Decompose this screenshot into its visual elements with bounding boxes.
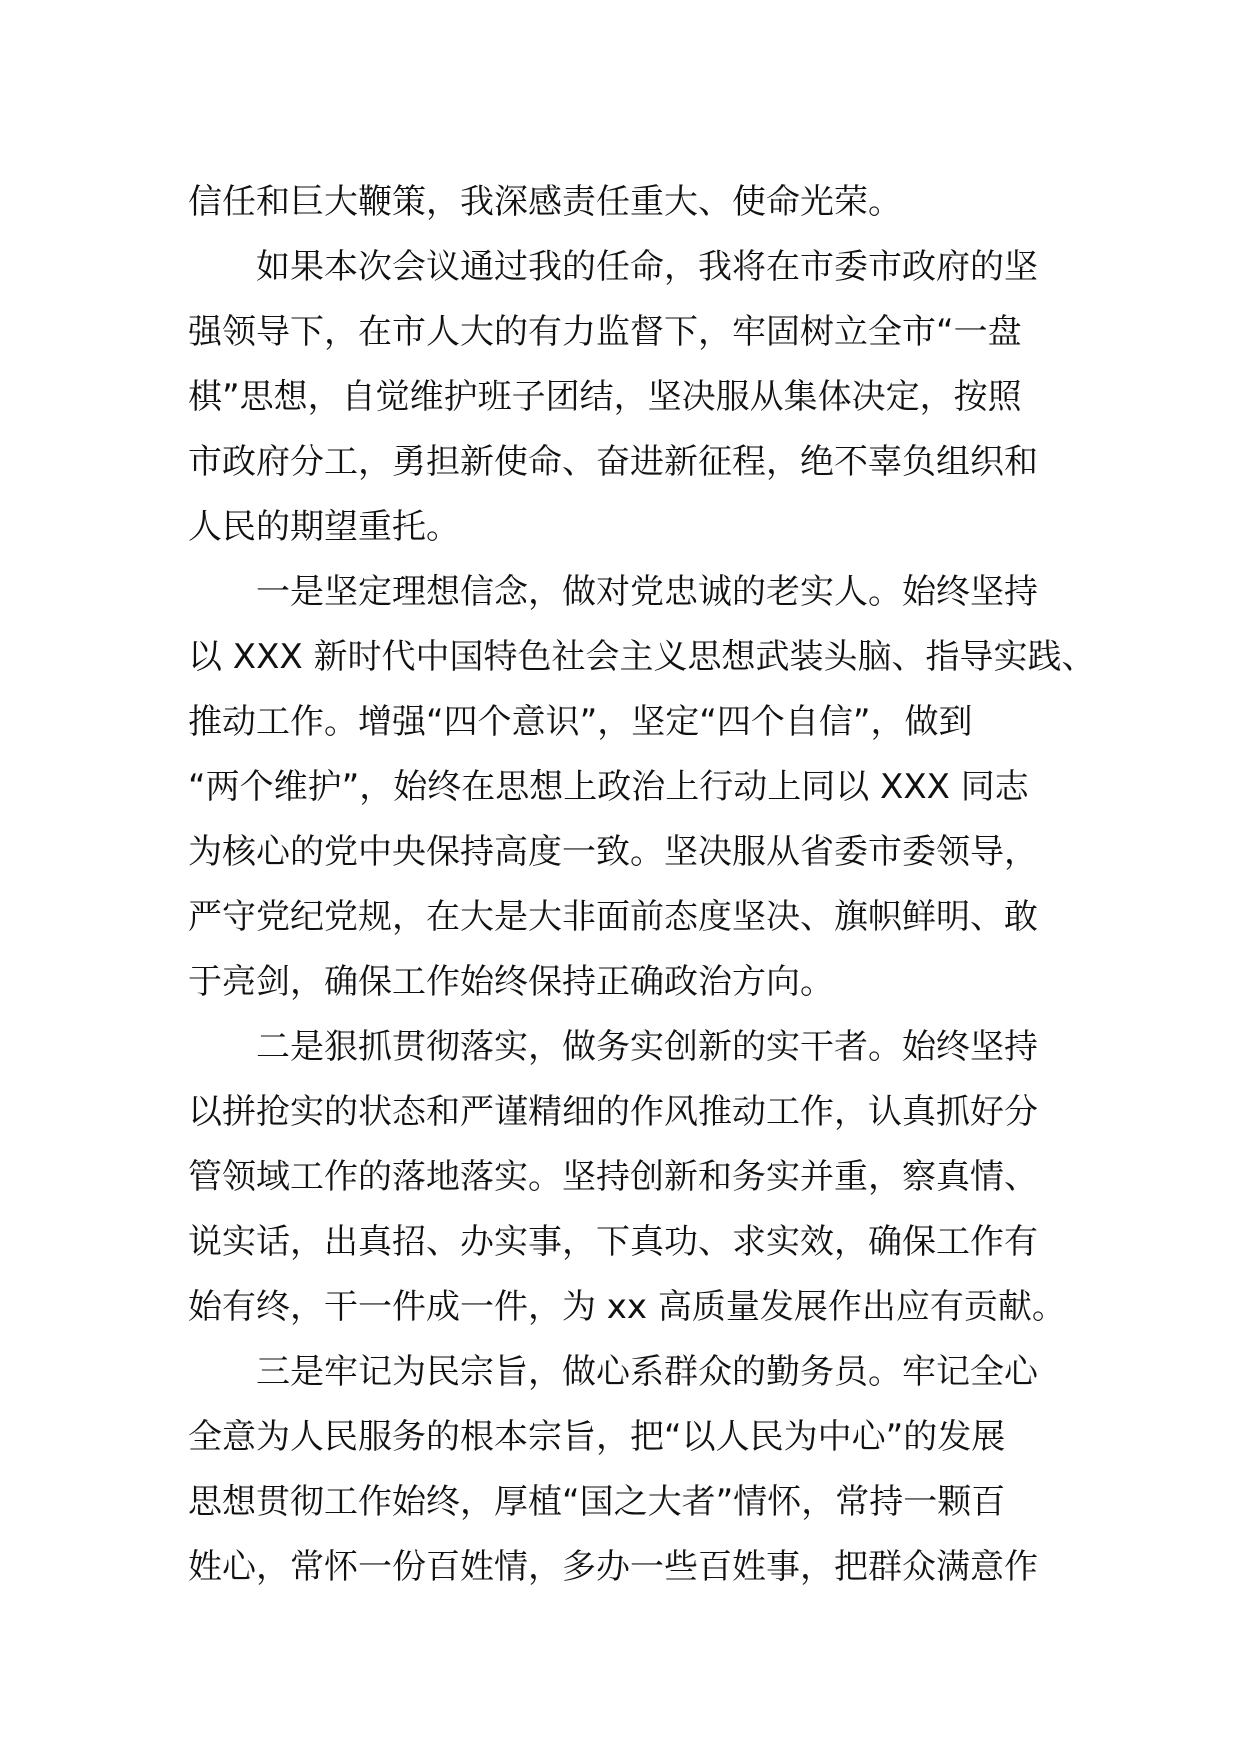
text-line-11: 为核心的党中央保持高度一致。坚决服从省委市委领导， [188, 832, 1038, 872]
text-line-16: 管领域工作的落地落实。坚持创新和务实并重，察真情、 [188, 1157, 1038, 1197]
text-line-4: 棋”思想，自觉维护班子团结，坚决服从集体决定，按照 [188, 377, 1022, 417]
text-line-13: 于亮剑，确保工作始终保持正确政治方向。 [188, 962, 834, 1002]
text-line-5: 市政府分工，勇担新使命、奋进新征程，绝不辜负组织和 [188, 442, 1038, 482]
text-line-14: 二是狠抓贯彻落实，做务实创新的实干者。始终坚持 [256, 1027, 1038, 1067]
text-line-18: 始有终，干一件成一件，为 xx 高质量发展作出应有贡献。 [188, 1287, 1066, 1327]
text-line-10: “两个维护”，始终在思想上政治上行动上同以 XXX 同志 [188, 767, 1029, 807]
text-line-6: 人民的期望重托。 [188, 507, 460, 547]
text-line-19: 三是牢记为民宗旨，做心系群众的勤务员。牢记全心 [256, 1352, 1038, 1392]
text-line-1: 信任和巨大鞭策，我深感责任重大、使命光荣。 [188, 182, 902, 222]
text-line-2: 如果本次会议通过我的任命，我将在市委市政府的坚 [256, 247, 1038, 287]
text-line-17: 说实话，出真招、办实事，下真功、求实效，确保工作有 [188, 1222, 1038, 1262]
text-line-20: 全意为人民服务的根本宗旨，把“以人民为中心”的发展 [188, 1417, 1006, 1457]
text-line-21: 思想贯彻工作始终，厚植“国之大者”情怀，常持一颗百 [188, 1482, 1006, 1522]
body-text [188, 170, 1096, 1600]
text-line-15: 以拼抢实的状态和严谨精细的作风推动工作，认真抓好分 [188, 1092, 1038, 1132]
text-line-9: 推动工作。增强“四个意识”，坚定“四个自信”，做到 [188, 702, 973, 742]
text-line-7: 一是坚定理想信念，做对党忠诚的老实人。始终坚持 [256, 572, 1038, 612]
text-line-22: 姓心，常怀一份百姓情，多办一些百姓事，把群众满意作 [188, 1547, 1038, 1587]
text-line-12: 严守党纪党规，在大是大非面前态度坚决、旗帜鲜明、敢 [188, 897, 1038, 937]
text-line-3: 强领导下，在市人大的有力监督下，牢固树立全市“一盘 [188, 312, 1022, 352]
text-line-8: 以 XXX 新时代中国特色社会主义思想武装头脑、指导实践、 [188, 637, 1096, 677]
